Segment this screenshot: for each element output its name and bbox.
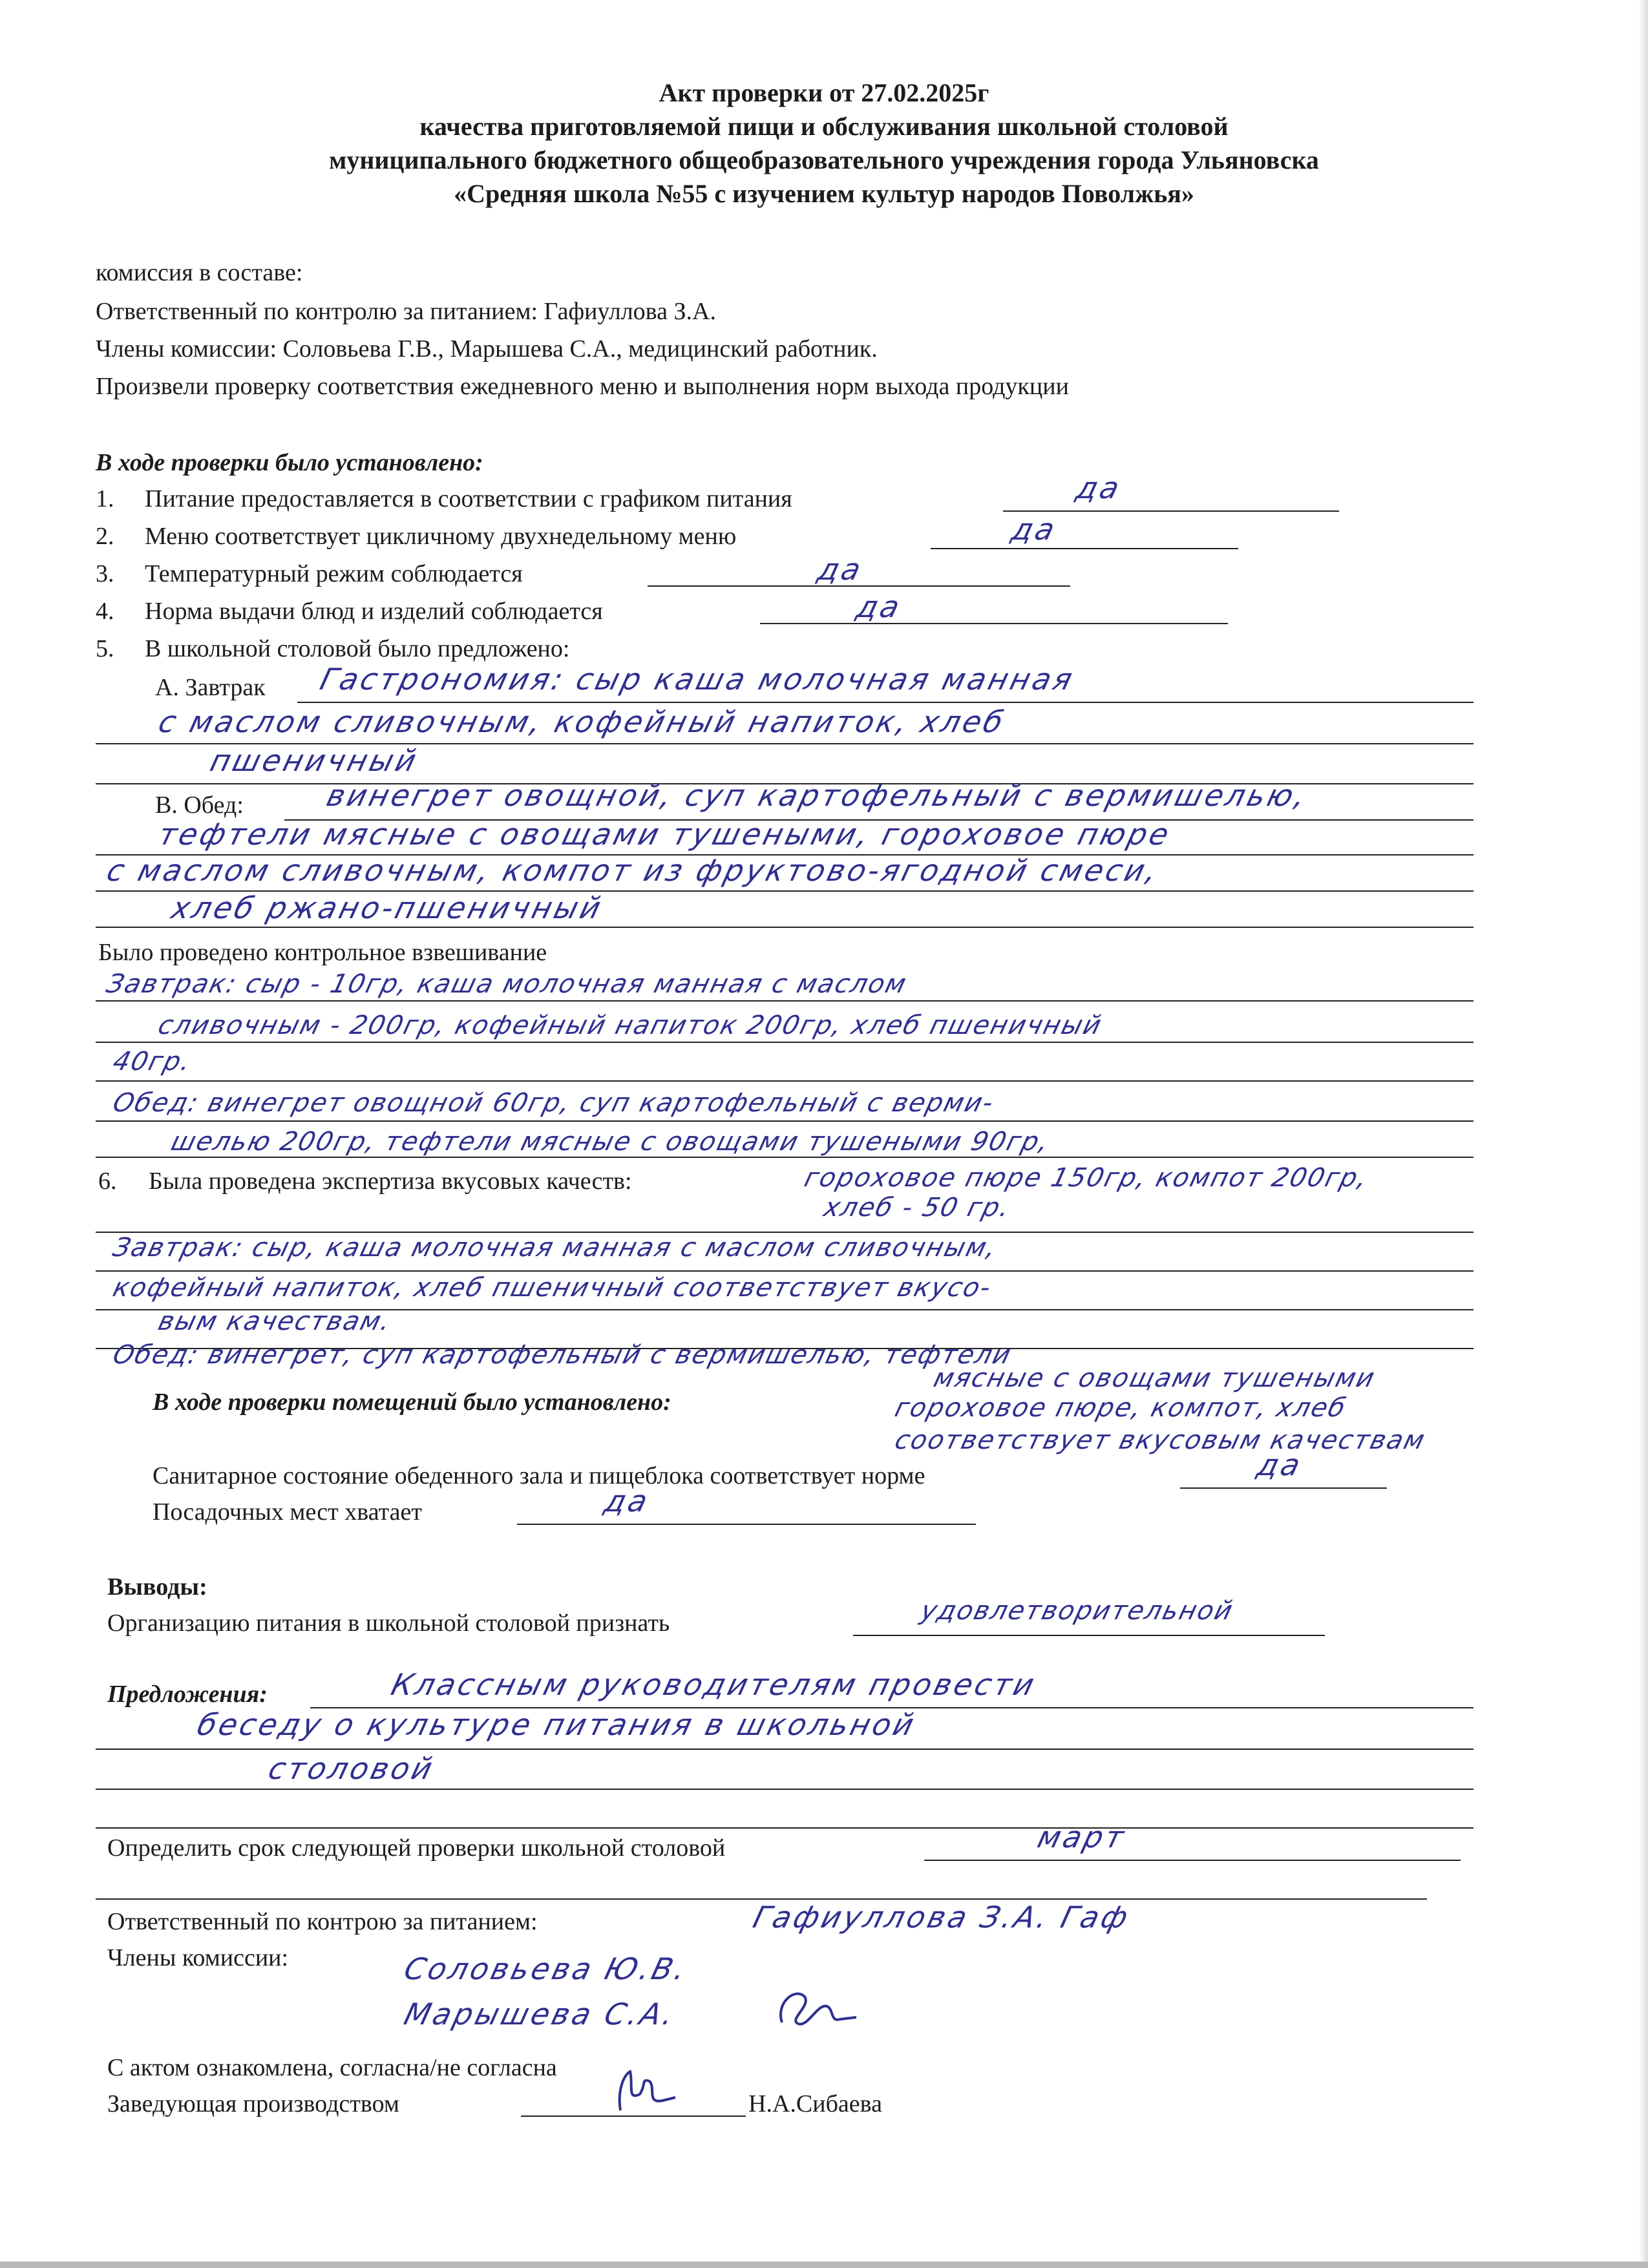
- weighing-hw-5: шелью 200гр, тефтели мясные с овощами тушеными 90гр,: [168, 1127, 1053, 1157]
- member-2-signature-mark: [769, 1984, 860, 2035]
- proposals-line-2: [96, 1748, 1474, 1750]
- breakfast-hw-2: с маслом сливочным, кофейный напиток, хлеб: [155, 704, 1009, 739]
- manager-label: Заведующая производством: [107, 2090, 399, 2117]
- proposals-hw-3: столовой: [265, 1751, 439, 1786]
- item-3-text: Температурный режим соблюдается: [145, 560, 523, 587]
- weighing-hw-1: Завтрак: сыр - 10гр, каша молочная манная с маслом: [103, 969, 911, 999]
- taste-hw-5: мясные с овощами тушеными: [931, 1363, 1379, 1393]
- manager-signature: [601, 2065, 679, 2117]
- taste-hw-1: Завтрак: сыр, каша молочная манная с маслом сливочным,: [110, 1233, 1000, 1263]
- weighing-hw-6: гороховое пюре 150гр, компот 200гр,: [801, 1163, 1371, 1193]
- weighing-line-5: [96, 1157, 1474, 1158]
- act-subtitle-2: муниципального бюджетного общеобразовательного учреждения города Ульяновска: [329, 145, 1319, 174]
- weighing-line-3: [96, 1080, 1474, 1082]
- item-4-line: [760, 623, 1228, 624]
- act-subtitle-3: «Средняя школа №55 с изучением культур народов Поволжья»: [454, 179, 1194, 208]
- findings-heading: В ходе проверки было установлено:: [96, 449, 483, 476]
- breakfast-line-1: [297, 702, 1474, 703]
- sanitary-text: Санитарное состояние обеденного зала и пищеблока соответствует норме: [153, 1462, 925, 1489]
- taste-num: 6.: [98, 1168, 117, 1195]
- breakfast-label: А. Завтрак: [155, 674, 266, 701]
- proposals-hw-2: беседу о культуре питания в школьной: [194, 1707, 920, 1742]
- next-check-text: Определить срок следующей проверки школьной столовой: [107, 1834, 726, 1862]
- seats-text: Посадочных мест хватает: [153, 1498, 422, 1526]
- conclusions-heading: Выводы:: [107, 1573, 207, 1601]
- lunch-hw-3: с маслом сливочным, компот из фруктово-ягодной смеси,: [103, 853, 1163, 888]
- acquainted-text: С актом ознакомлена, согласна/не согласна: [107, 2054, 557, 2081]
- commission-text: комиссия в составе:: [96, 259, 303, 286]
- item-3-answer: да: [814, 552, 867, 587]
- taste-line-2: [96, 1270, 1474, 1272]
- sanitary-line: [1180, 1487, 1387, 1489]
- lunch-label: В. Обед:: [155, 792, 244, 819]
- breakfast-hw-1: Гастрономия: сыр каша молочная манная: [317, 662, 1079, 697]
- scan-edge: [1639, 0, 1648, 2268]
- weighing-hw-4: Обед: винегрет овощной 60гр, суп картофельный с верми-: [110, 1088, 998, 1118]
- lunch-hw-1: винегрет овощной, суп картофельный с вермишелью,: [323, 778, 1312, 813]
- taste-hw-2: кофейный напиток, хлеб пшеничный соответствует вкусо-: [110, 1273, 995, 1303]
- members-sign-label: Члены комиссии:: [107, 1944, 289, 1971]
- lunch-hw-4: хлеб ржано-пшеничный: [168, 890, 607, 925]
- item-3-num: 3.: [96, 560, 114, 587]
- seats-line: [517, 1524, 976, 1525]
- item-5-text: В школьной столовой было предложено:: [145, 635, 570, 662]
- weighing-hw-3: 40гр.: [110, 1047, 195, 1076]
- act-subtitle-1: качества приготовляемой пищи и обслуживания школьной столовой: [419, 112, 1229, 141]
- proposals-hw-1: Классным руководителям провести: [388, 1667, 1041, 1702]
- responsible-text: Ответственный по контролю за питанием: Гафиуллова З.А.: [96, 298, 716, 325]
- taste-hw-7: соответствует вкусовым качествам: [892, 1425, 1429, 1455]
- item-4-num: 4.: [96, 598, 114, 625]
- item-4-answer: да: [853, 589, 906, 624]
- member-2-signature: Марышева С.А.: [401, 1997, 681, 2032]
- sanitary-answer: да: [1254, 1447, 1307, 1482]
- organization-line: [853, 1635, 1325, 1636]
- item-2-answer: да: [1008, 512, 1061, 547]
- breakfast-hw-3: пшеничный: [207, 743, 423, 778]
- proposals-line-3: [96, 1789, 1474, 1790]
- lunch-hw-2: тефтели мясные с овощами тушеными, гороховое пюре: [155, 817, 1176, 852]
- members-text: Члены комиссии: Соловьева Г.В., Марышева С.А., медицинский работник.: [96, 335, 878, 362]
- member-1-signature: Соловьева Ю.В.: [401, 1951, 692, 1986]
- weighing-hw-2: сливочным - 200гр, кофейный напиток 200гр, хлеб пшеничный: [155, 1011, 1106, 1040]
- item-1-num: 1.: [96, 485, 114, 512]
- taste-hw-6: гороховое пюре, компот, хлеб: [892, 1393, 1350, 1423]
- item-2-line: [931, 548, 1238, 549]
- proposals-label: Предложения:: [107, 1681, 268, 1708]
- manager-name: Н.А.Сибаева: [748, 2090, 882, 2117]
- act-title: Акт проверки от 27.02.2025г: [659, 78, 989, 107]
- seats-answer: да: [601, 1484, 654, 1518]
- organization-text: Организацию питания в школьной столовой признать: [107, 1610, 670, 1637]
- item-2-num: 2.: [96, 523, 114, 550]
- taste-label: Была проведена экспертиза вкусовых качеств:: [149, 1168, 632, 1195]
- responsible-sign-label: Ответственный по контрою за питанием:: [107, 1908, 538, 1935]
- taste-hw-3: вым качествам.: [155, 1307, 395, 1336]
- weighing-label: Было проведено контрольное взвешивание: [98, 939, 547, 966]
- weighing-line-2: [96, 1042, 1474, 1043]
- weighing-line-1: [96, 1000, 1474, 1002]
- organization-answer: удовлетворительной: [918, 1596, 1237, 1626]
- item-1-text: Питание предоставляется в соответствии с графиком питания: [145, 485, 792, 512]
- responsible-signature: Гафиуллова З.А. Гаф: [750, 1900, 1134, 1935]
- weighing-hw-7: хлеб - 50 гр.: [821, 1193, 1014, 1223]
- item-2-text: Меню соответствует цикличному двухнедельному меню: [145, 523, 737, 550]
- taste-hw-4: Обед: винегрет, суп картофельный с вермишелью, тефтели: [110, 1340, 1015, 1370]
- premises-heading: В ходе проверки помещений было установлено:: [153, 1389, 671, 1416]
- next-check-line: [924, 1860, 1461, 1861]
- weighing-line-4: [96, 1120, 1474, 1122]
- scan-bottom-band: [0, 2262, 1648, 2268]
- proposals-line-4: [96, 1827, 1474, 1829]
- item-5-num: 5.: [96, 635, 114, 662]
- item-3-line: [648, 585, 1070, 587]
- lunch-line-4: [96, 927, 1474, 928]
- next-check-answer: март: [1034, 1820, 1130, 1854]
- checked-text: Произвели проверку соответствия ежедневного меню и выполнения норм выхода продукции: [96, 373, 1069, 400]
- item-4-text: Норма выдачи блюд и изделий соблюдается: [145, 598, 603, 625]
- item-1-answer: да: [1073, 470, 1126, 505]
